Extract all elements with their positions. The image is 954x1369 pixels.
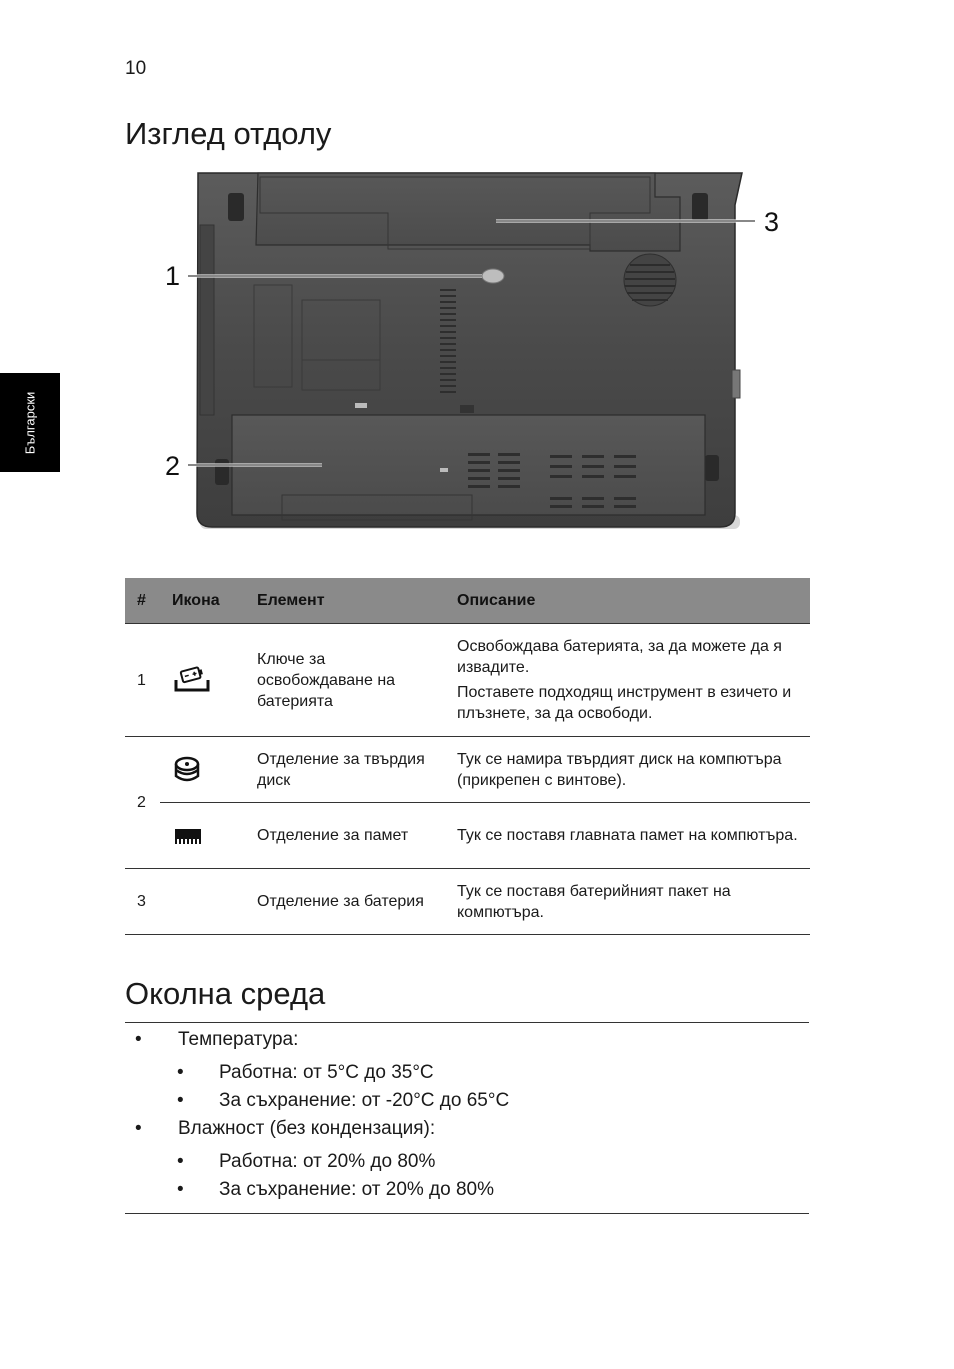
divider	[125, 1022, 809, 1023]
divider	[125, 1213, 809, 1214]
list-item	[125, 1026, 809, 1054]
language-side-tab	[0, 373, 60, 472]
row-num: 2	[125, 737, 160, 869]
list-item	[125, 1059, 809, 1087]
temp-storage: За съхранение: от -20°C до 65°C	[219, 1090, 510, 1111]
section-title-bottom-view: Изглед отдолу	[125, 116, 332, 151]
callout-2: 2	[165, 451, 181, 481]
row-element: Ключе за освобождаване на батерията	[245, 624, 445, 737]
hard-disk-icon	[172, 755, 202, 785]
callout-1: 1	[165, 261, 181, 291]
bullet: •	[177, 1090, 184, 1111]
row-description	[445, 624, 810, 737]
environment-list	[125, 1026, 809, 1204]
row-description-line: Тук се поставя батерийният пакет на компютъра.	[457, 882, 731, 921]
laptop-bottom-illustration	[160, 165, 790, 545]
table-row	[125, 869, 810, 935]
header-icon: Икона	[160, 578, 245, 624]
table-row	[125, 737, 810, 803]
laptop-bottom-figure	[160, 165, 790, 545]
row-element: Отделение за памет	[245, 803, 445, 869]
humidity-label: Влажност (без кондензация):	[178, 1118, 436, 1139]
components-table	[125, 578, 810, 935]
temp-operating: Работна: от 5°C до 35°C	[219, 1062, 434, 1083]
row-element: Отделение за батерия	[245, 869, 445, 935]
page-number: 10	[125, 58, 147, 79]
table-row	[125, 803, 810, 869]
row-description	[445, 803, 810, 869]
list-item	[125, 1115, 809, 1143]
table-header-row	[125, 578, 810, 624]
row-description-line: Освобождава батерията, за да можете да я извадите.	[457, 638, 782, 676]
header-element: Елемент	[245, 578, 445, 624]
list-item	[125, 1176, 809, 1204]
row-num: 3	[125, 869, 160, 935]
bullet: •	[177, 1062, 184, 1083]
row-description-line: Тук се поставя главната памет на компютъра.	[457, 827, 798, 844]
callout-3: 3	[764, 207, 780, 237]
list-item	[125, 1148, 809, 1176]
bullet: •	[177, 1151, 184, 1172]
battery-release-icon	[172, 666, 212, 694]
hum-storage: За съхранение: от 20% до 80%	[219, 1179, 495, 1200]
memory-icon	[172, 825, 204, 847]
section-title-environment: Околна среда	[125, 976, 326, 1011]
row-description	[445, 869, 810, 935]
row-element: Отделение за твърдия диск	[245, 737, 445, 803]
header-num: #	[125, 578, 160, 624]
row-description-line: Поставете подходящ инструмент в езичето и плъзнете, за да освободи.	[457, 684, 792, 722]
row-description	[445, 737, 810, 803]
header-description: Описание	[445, 578, 810, 624]
temperature-label: Температура:	[178, 1029, 299, 1050]
row-description-line: Тук се намира твърдият диск на компютъра (прикрепен с винтове).	[457, 750, 782, 789]
list-item	[125, 1087, 809, 1115]
language-side-tab-label: Български	[22, 391, 38, 455]
row-icon	[160, 869, 245, 935]
row-num: 1	[125, 624, 160, 737]
bullet: •	[135, 1118, 142, 1139]
table-row	[125, 624, 810, 737]
hum-operating: Работна: от 20% до 80%	[219, 1151, 436, 1172]
bullet: •	[177, 1179, 184, 1200]
row-icon	[160, 737, 245, 803]
row-icon	[160, 803, 245, 869]
bullet: •	[135, 1029, 142, 1050]
row-icon	[160, 624, 245, 737]
